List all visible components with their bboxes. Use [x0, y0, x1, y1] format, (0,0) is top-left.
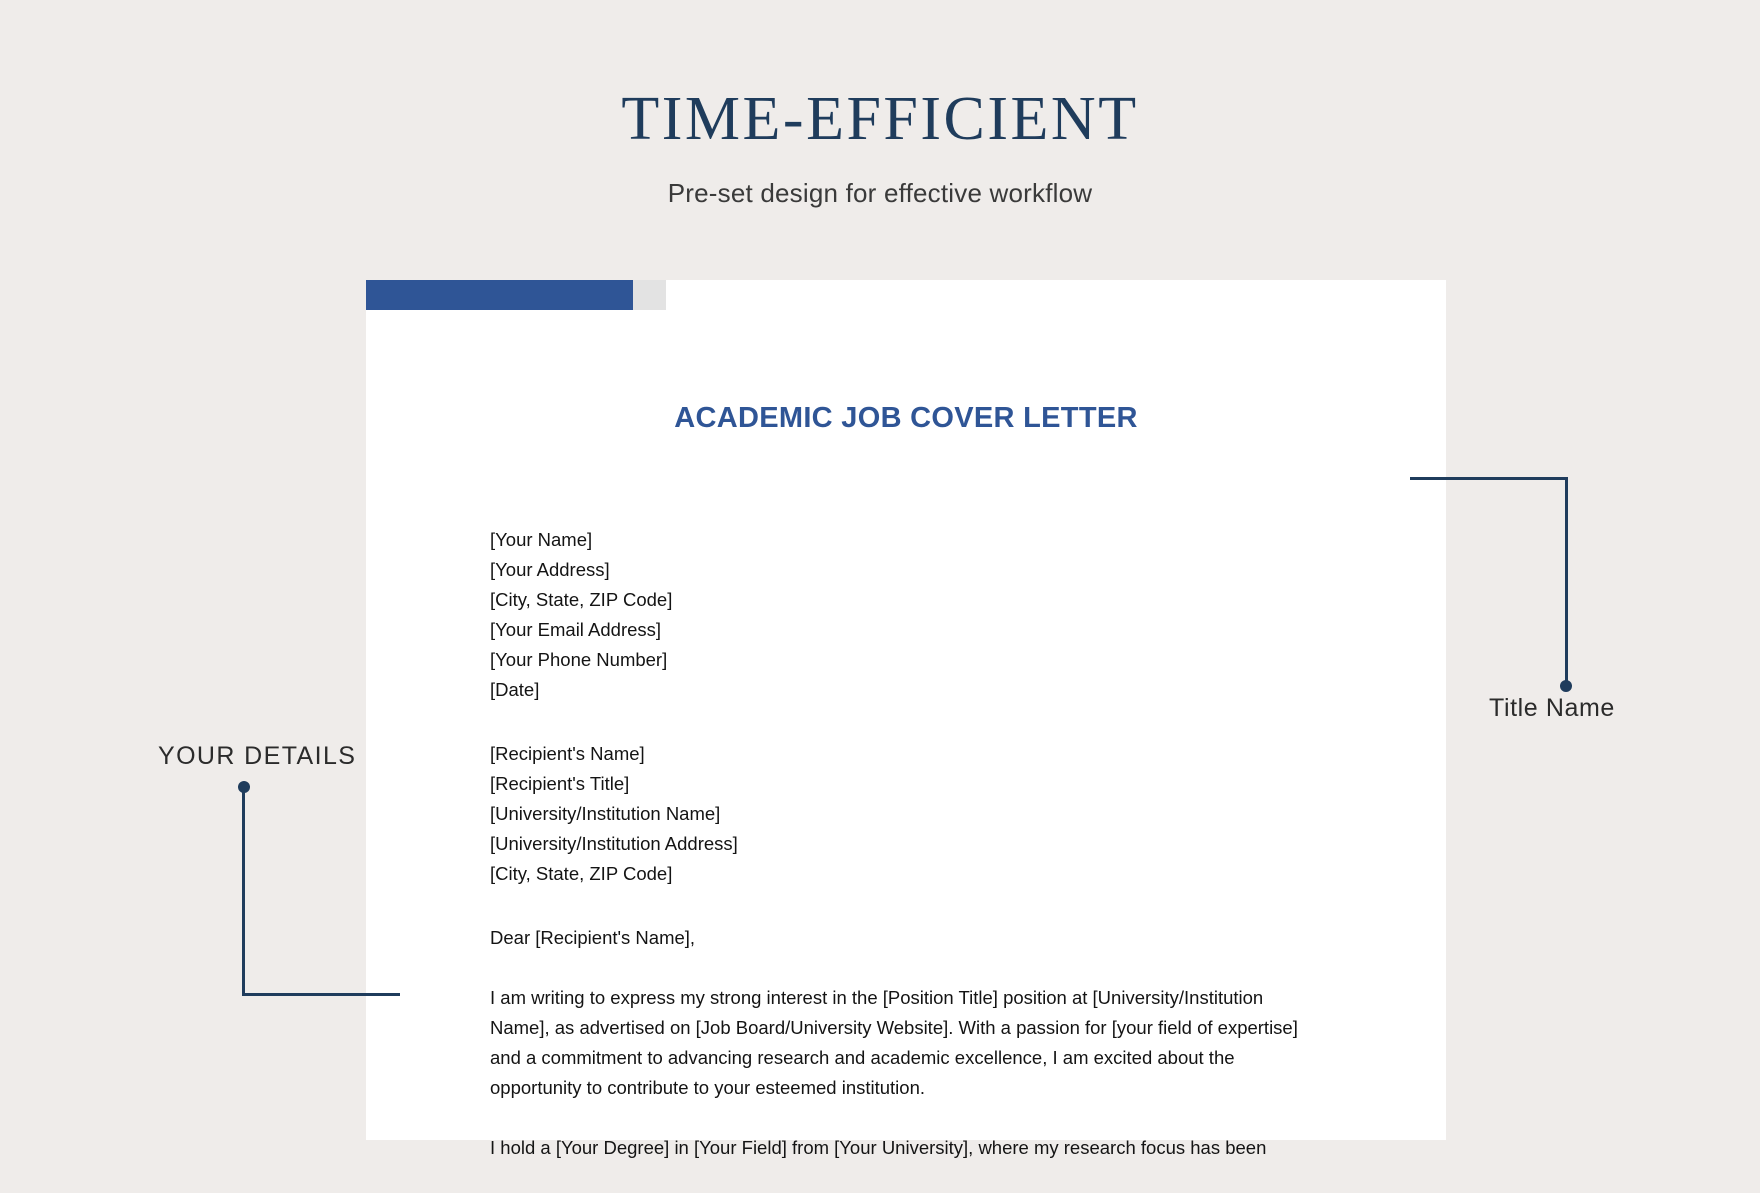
body-paragraph-2: I hold a [Your Degree] in [Your Field] from [Your University], where my research focus has been	[490, 1137, 1267, 1158]
sender-line: [Your Address]	[490, 559, 610, 580]
recipient-line: [Recipient's Name]	[490, 743, 645, 764]
recipient-line: [University/Institution Name]	[490, 803, 721, 824]
recipient-line: [Recipient's Title]	[490, 773, 630, 794]
promo-title: TIME-EFFICIENT	[621, 85, 1139, 153]
sender-address-block	[490, 525, 1320, 705]
document-page[interactable]	[366, 280, 1446, 1158]
callout-left-horizontal-line	[242, 993, 400, 996]
callout-right-dot-icon	[1560, 680, 1572, 692]
recipient-line: [University/Institution Address]	[490, 833, 738, 854]
callout-right-horizontal-line	[1410, 477, 1568, 480]
promo-subtitle: Pre-set design for effective workflow	[667, 178, 1093, 208]
sender-line: [Date]	[490, 679, 540, 700]
callout-right-vertical-line	[1565, 477, 1568, 685]
document-title: ACADEMIC JOB COVER LETTER	[674, 402, 1138, 434]
document-body	[490, 525, 1320, 1193]
callout-right-label: Title Name	[1489, 694, 1615, 722]
callout-left-vertical-line	[242, 787, 245, 995]
body-paragraph-1: I am writing to express my strong interest in the [Position Title] position at [University/Institution Name], as advertised on [Job Board/University Website]. With a passion for [your field of expertise] and a commitment to advancing research and academic excellence, I am excited about the opportunity to contribute to your esteemed institution.	[490, 987, 1298, 1098]
recipient-line: [City, State, ZIP Code]	[490, 863, 673, 884]
sender-line: [Your Email Address]	[490, 619, 662, 640]
callout-left-label: YOUR DETAILS	[158, 742, 357, 770]
sender-line: [Your Phone Number]	[490, 649, 668, 670]
recipient-address-block	[490, 739, 1320, 889]
salutation: Dear [Recipient's Name],	[490, 927, 696, 948]
sender-line: [Your Name]	[490, 529, 593, 550]
sender-line: [City, State, ZIP Code]	[490, 589, 673, 610]
promo-header	[0, 0, 1760, 209]
